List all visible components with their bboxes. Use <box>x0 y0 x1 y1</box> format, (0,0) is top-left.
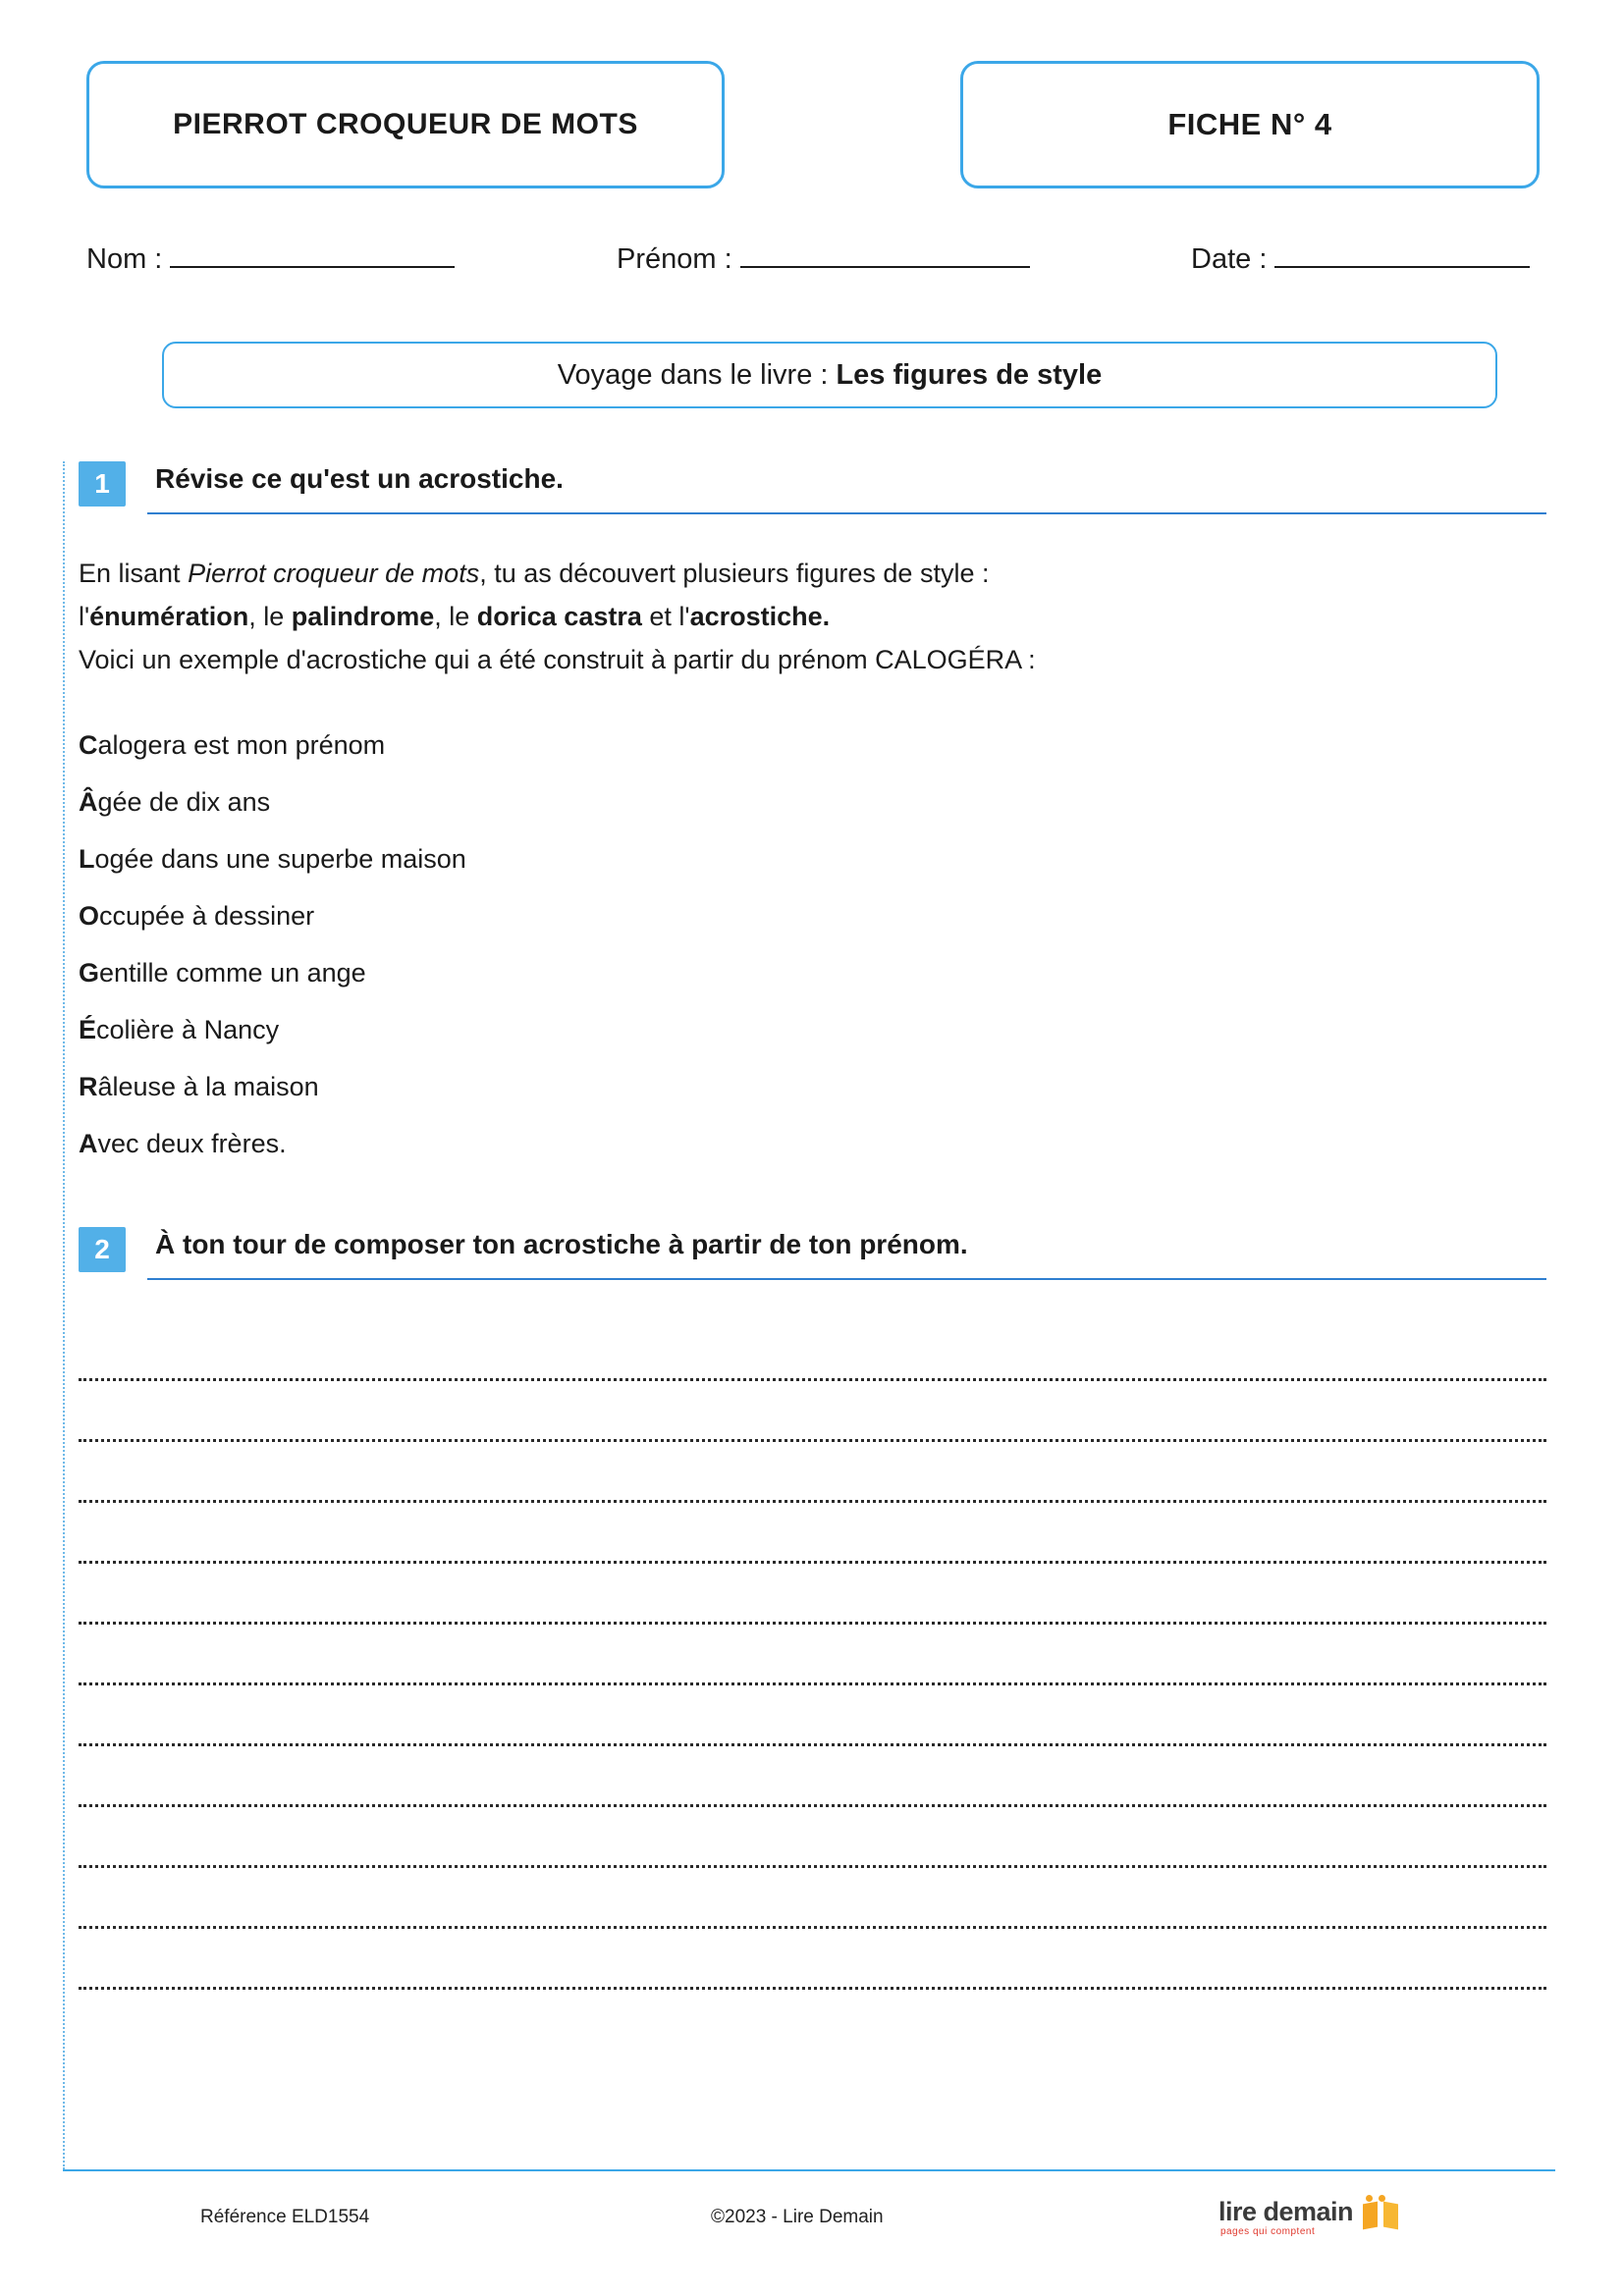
acrostiche-initial: O <box>79 901 100 931</box>
intro-text-d: , le <box>248 602 292 631</box>
acrostiche-line <box>79 887 1257 944</box>
firstname-field[interactable] <box>617 240 1030 276</box>
acrostiche-initial: É <box>79 1015 97 1044</box>
exercise-1-underline <box>147 512 1546 514</box>
acrostiche-line <box>79 774 1257 830</box>
intro-line-3: Voici un exemple d'acrostiche qui a été construit à partir du prénom CALOGÉRA : <box>79 645 1036 674</box>
intro-text-e: , le <box>434 602 477 631</box>
left-margin-decoration <box>63 461 65 2169</box>
term-palindrome: palindrome <box>291 602 435 631</box>
firstname-write-line[interactable] <box>740 240 1030 268</box>
subject-prefix: Voyage dans le livre : <box>557 358 829 391</box>
exercise-2-number: 2 <box>79 1227 126 1272</box>
answer-line[interactable] <box>79 1320 1546 1381</box>
name-label: Nom : <box>86 243 163 275</box>
answer-line[interactable] <box>79 1929 1546 1990</box>
acrostiche-line <box>79 717 1257 774</box>
name-write-line[interactable] <box>170 240 455 268</box>
publisher-name: lire demain <box>1218 2196 1353 2226</box>
acrostiche-example <box>79 717 1257 1172</box>
answer-area[interactable] <box>79 1320 1546 1990</box>
sheet-number: FICHE N° 4 <box>1167 107 1332 141</box>
acrostiche-line <box>79 1058 1257 1115</box>
intro-line-2 <box>79 595 1532 638</box>
footer-divider <box>63 2169 1555 2171</box>
intro-text-c: l' <box>79 602 90 631</box>
acrostiche-line <box>79 830 1257 887</box>
sheet-number-box <box>960 61 1540 188</box>
term-acrostiche: acrostiche. <box>689 602 831 631</box>
identity-row <box>86 240 1549 288</box>
intro-line-1 <box>79 552 1532 595</box>
intro-text-b: , tu as découvert plusieurs figures de style : <box>479 559 990 588</box>
answer-line[interactable] <box>79 1442 1546 1503</box>
date-write-line[interactable] <box>1274 240 1530 268</box>
term-dorica-castra: dorica castra <box>476 602 642 631</box>
exercise-2-title: À ton tour de composer ton acrostiche à partir de ton prénom. <box>155 1229 968 1259</box>
intro-text-f: et l' <box>641 602 690 631</box>
answer-line[interactable] <box>79 1868 1546 1929</box>
acrostiche-text: ccupée à dessiner <box>99 901 315 931</box>
acrostiche-initial: R <box>79 1072 98 1101</box>
acrostiche-line <box>79 944 1257 1001</box>
acrostiche-initial: G <box>79 958 100 988</box>
exercise-2-underline <box>147 1278 1546 1280</box>
acrostiche-text: entille comme un ange <box>99 958 366 988</box>
date-field[interactable] <box>1191 240 1530 276</box>
acrostiche-text: alogera est mon prénom <box>97 730 386 760</box>
term-enumeration: énumération <box>89 602 249 631</box>
footer <box>63 2196 1555 2258</box>
date-label: Date : <box>1191 243 1268 275</box>
exercise-1-heading <box>79 461 1546 516</box>
answer-line[interactable] <box>79 1807 1546 1868</box>
exercise-1-title: Révise ce qu'est un acrostiche. <box>155 463 564 494</box>
worksheet-title-box <box>86 61 725 188</box>
publisher-logo <box>1218 2195 1398 2237</box>
copyright-text: ©2023 - Lire Demain <box>711 2207 884 2227</box>
exercise-2-heading <box>79 1227 1546 1282</box>
answer-line[interactable] <box>79 1503 1546 1564</box>
acrostiche-initial: A <box>79 1129 98 1158</box>
firstname-label: Prénom : <box>617 243 732 275</box>
publisher-tagline: pages qui comptent <box>1219 2225 1316 2237</box>
acrostiche-text: gée de dix ans <box>97 787 271 817</box>
book-title: Pierrot croqueur de mots <box>188 559 480 588</box>
reference-code: Référence ELD1554 <box>200 2207 370 2227</box>
acrostiche-text: âleuse à la maison <box>97 1072 319 1101</box>
acrostiche-line <box>79 1001 1257 1058</box>
acrostiche-initial: Â <box>79 787 98 817</box>
worksheet-title: PIERROT CROQUEUR DE MOTS <box>173 108 638 140</box>
exercise-1-intro <box>79 552 1532 681</box>
answer-line[interactable] <box>79 1685 1546 1746</box>
name-field[interactable] <box>86 240 455 276</box>
acrostiche-text: ogée dans une superbe maison <box>94 844 466 874</box>
subject-banner <box>162 342 1497 408</box>
acrostiche-text: colière à Nancy <box>96 1015 280 1044</box>
subject-name: Les figures de style <box>836 358 1103 391</box>
acrostiche-initial: L <box>79 844 95 874</box>
intro-text-a: En lisant <box>79 559 189 588</box>
acrostiche-line <box>79 1115 1257 1172</box>
answer-line[interactable] <box>79 1746 1546 1807</box>
acrostiche-text: vec deux frères. <box>97 1129 287 1158</box>
answer-line[interactable] <box>79 1625 1546 1685</box>
header <box>86 61 1540 188</box>
open-book-icon <box>1363 2195 1398 2228</box>
answer-line[interactable] <box>79 1564 1546 1625</box>
answer-line[interactable] <box>79 1381 1546 1442</box>
exercise-1-number: 1 <box>79 461 126 507</box>
acrostiche-initial: C <box>79 730 98 760</box>
